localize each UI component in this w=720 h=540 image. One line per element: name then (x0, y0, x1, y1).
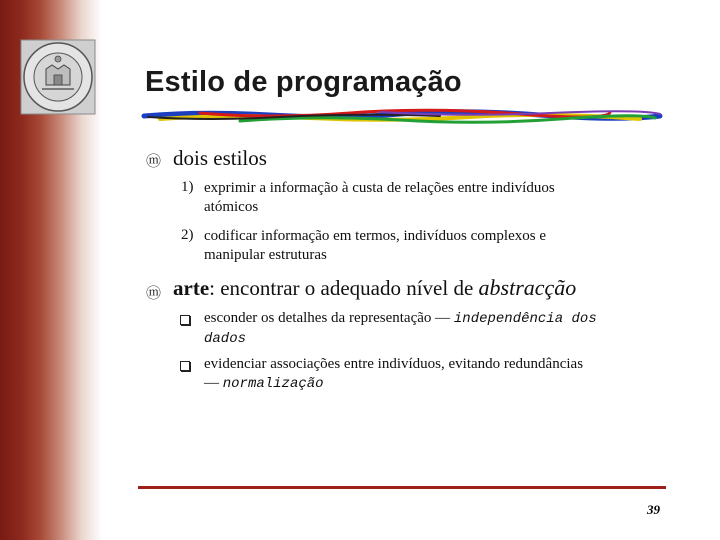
list-item-italic: dados (204, 331, 247, 347)
circle-bullet-icon: ⓜ (146, 284, 162, 302)
list-number: 2) (181, 227, 194, 243)
list-item-italic: normalização (222, 376, 324, 392)
bullet-italic-term: abstracção (478, 275, 577, 300)
university-seal-logo (20, 39, 96, 115)
bullet-text: dois estilos (173, 146, 267, 170)
circle-bullet-icon: ⓜ (146, 152, 162, 170)
square-bullet-icon (180, 361, 190, 371)
list-item-line: codificar informação em termos, indivíduos complexos e (204, 228, 546, 244)
list-item (204, 355, 674, 394)
list-item-line: atómicos (204, 199, 259, 215)
page-number: 39 (647, 502, 660, 517)
list-item-text: evidenciar associações entre indivíduos, evitando redundâncias (204, 356, 584, 372)
bullet-bold-term: arte (173, 276, 210, 300)
footer-divider (138, 486, 666, 489)
list-number: 1) (181, 179, 194, 195)
square-bullet-icon (180, 315, 190, 325)
list-item (204, 179, 654, 217)
slide-title: Estilo de programação (145, 66, 462, 98)
list-item-line: manipular estruturas (204, 247, 327, 263)
list-item (204, 309, 664, 349)
list-item-line: exprimir a informação à custa de relações entre indivíduos (204, 180, 555, 196)
list-item (204, 227, 654, 265)
bullet-text (173, 275, 576, 301)
bullet-text-segment: : encontrar o adequado nível de (209, 276, 479, 300)
list-item-text: esconder os detalhes da representação — (204, 310, 454, 326)
multicolor-brush-stroke-divider (140, 103, 665, 131)
list-item-italic: independência dos (453, 311, 597, 327)
list-item-text: — (204, 375, 223, 391)
